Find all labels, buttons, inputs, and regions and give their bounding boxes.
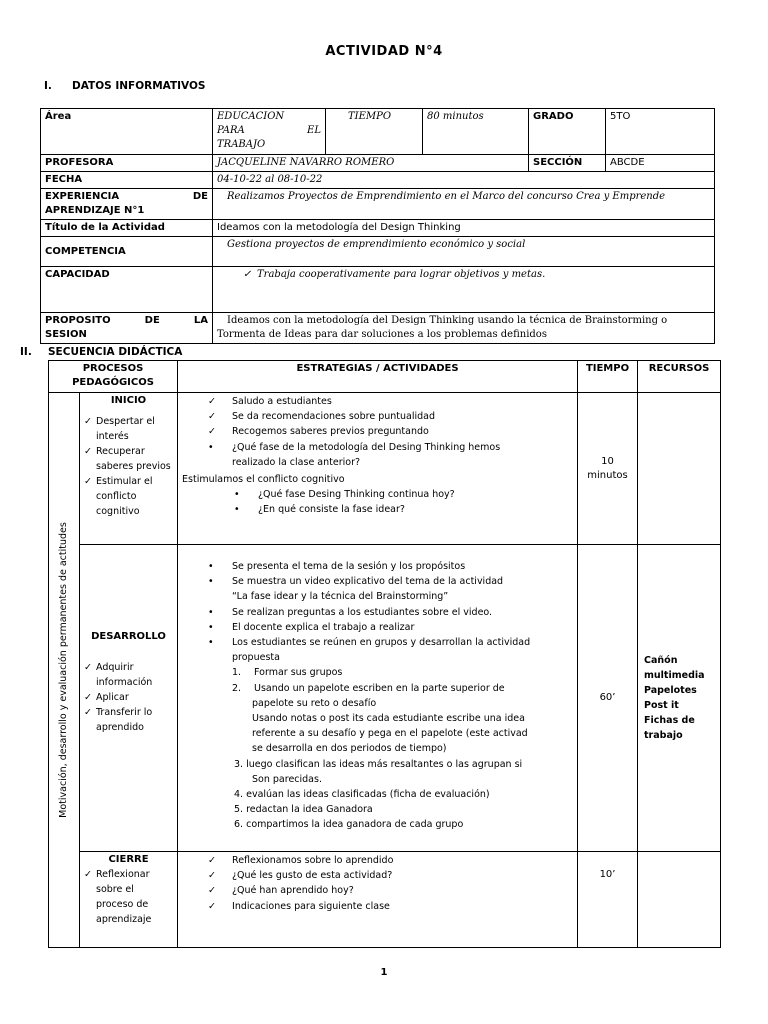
check-icon: ✓ <box>208 900 216 912</box>
step2-line: papelote su reto o desafío <box>252 697 377 709</box>
activity-line: • Los estudiantes se reúnen en grupos y desarrollan la actividad <box>182 635 573 650</box>
check-icon: ✓ <box>208 411 216 423</box>
step2-continuation <box>182 696 573 757</box>
header-procesos: PROCESOS PEDAGÓGICOS <box>49 361 178 393</box>
recurso-item: Post it <box>644 700 679 711</box>
activity-line: ✓ ¿Qué han aprendido hoy? <box>182 883 573 898</box>
step2-line: Usando notas o post its cada estudiante escribe una idea <box>252 713 525 725</box>
titulo-label: Título de la Actividad <box>41 220 213 237</box>
desarrollo-acts <box>182 559 573 665</box>
cierre-title: CIERRE <box>108 854 149 865</box>
activity-line: ✓ Reflexionamos sobre lo aprendido <box>182 853 573 868</box>
conflict-intro: Estimulamos el conflicto cognitivo <box>182 474 345 486</box>
tiempo-label: TIEMPO <box>326 109 423 155</box>
recurso-item: Cañón <box>644 655 678 666</box>
process-item: ✓ Adquirir información <box>84 660 173 690</box>
step3-line1: 3. luego clasifican las ideas más resaltantes o las agrupan si <box>234 758 523 770</box>
bullet-icon: • <box>234 489 240 501</box>
activity-line: ✓ Saludo a estudiantes <box>182 394 573 409</box>
check-icon: ✓ <box>208 885 216 897</box>
fecha-value: 04-10-22 al 08-10-22 <box>213 172 715 189</box>
activity-line: • Se realizan preguntas a los estudiantes sobre el video. <box>182 605 573 620</box>
desarrollo-activities <box>178 545 578 852</box>
competencia-value: Gestiona proyectos de emprendimiento económico y social <box>213 237 715 267</box>
seccion-value: ABCDE <box>606 155 715 172</box>
recurso-item: Fichas de <box>644 715 695 726</box>
activity-line: “La fase idear y la técnica del Brainstorming” <box>232 591 449 603</box>
experiencia-value: Realizamos Proyectos de Emprendimiento en el Marco del concurso Crea y Emprende <box>213 189 715 220</box>
cierre-recursos <box>638 852 721 948</box>
cierre-process <box>80 852 178 948</box>
bullet-icon: • <box>208 561 214 572</box>
competencia-label: COMPETENCIA <box>41 237 213 267</box>
inicio-title: INICIO <box>110 395 147 406</box>
cierre-time: 10’ <box>578 852 638 948</box>
conflict-item: • ¿Qué fase Desing Thinking continua hoy? <box>182 487 573 502</box>
cierre-activities <box>178 852 578 948</box>
step6: 6. compartimos la idea ganadora de cada grupo <box>234 819 464 831</box>
step2-line: referente a su desafío y pega en el papelote (este activad <box>252 728 528 740</box>
activity-line: • ¿Qué fase de la metodología del Desing Thinking hemos <box>182 440 573 455</box>
info-table <box>40 108 715 344</box>
activity-line: propuesta <box>232 652 280 664</box>
bullet-icon: • <box>208 441 214 453</box>
activity-line: ✓ Se da recomendaciones sobre puntualidad <box>182 409 573 424</box>
process-item: ✓ Recuperar saberes previos <box>84 444 173 474</box>
desarrollo-process <box>80 545 178 852</box>
process-item: ✓ Aplicar <box>84 690 173 705</box>
check-icon: ✓ <box>243 269 252 280</box>
process-item: ✓ Transferir lo aprendido <box>84 705 173 735</box>
desarrollo-title: DESARROLLO <box>91 631 166 642</box>
desarrollo-recursos <box>638 545 721 852</box>
cierre-acts <box>182 853 573 914</box>
numbered-step: 2. Usando un papelote escriben en la parte superior de <box>232 682 505 694</box>
check-icon: ✓ <box>208 855 216 866</box>
inicio-acts <box>182 394 573 470</box>
inicio-recursos <box>638 393 721 545</box>
header-recursos: RECURSOS <box>638 361 721 393</box>
bullet-icon: • <box>234 504 240 516</box>
process-item: ✓ Despertar el interés <box>84 414 173 444</box>
bullet-icon: • <box>208 576 214 588</box>
activity-line: • El docente explica el trabajo a realizar <box>182 620 573 635</box>
bullet-icon: • <box>208 637 214 649</box>
grado-value: 5TO <box>606 109 715 155</box>
page-number: 1 <box>380 967 388 978</box>
process-item: ✓ Estimular el conflicto cognitivo <box>84 474 173 519</box>
recurso-item: trabajo <box>644 730 683 741</box>
inicio-process <box>80 393 178 545</box>
section-heading-2: II. SECUENCIA DIDÁCTICA <box>20 346 183 358</box>
desarrollo-items <box>84 660 173 735</box>
activity-line: • Se muestra un video explicativo del tema de la actividad <box>182 574 573 589</box>
check-icon: ✓ <box>208 426 216 438</box>
bullet-icon: • <box>208 621 214 633</box>
document-title: ACTIVIDAD N°4 <box>325 44 443 59</box>
inicio-time: 10 minutos <box>578 393 638 545</box>
section-heading-1: I. DATOS INFORMATIVOS <box>44 80 206 92</box>
profesora-label: PROFESORA <box>41 155 213 172</box>
numbered-step: 1. Formar sus grupos <box>232 667 343 679</box>
step3-line2: Son parecidas. <box>252 773 322 785</box>
vertical-label: Motivación, desarrollo y evaluación permanentes de actitudes <box>58 522 69 818</box>
check-icon: ✓ <box>208 870 216 882</box>
header-estrategias: ESTRATEGIAS / ACTIVIDADES <box>178 361 578 393</box>
recurso-item: multimedia <box>644 670 705 681</box>
activity-line: ✓ Indicaciones para siguiente clase <box>182 899 573 914</box>
process-item: ✓ Reflexionar sobre el proceso de aprendizaje <box>84 867 173 927</box>
tiempo-value: 80 minutos <box>423 109 529 155</box>
seccion-label: SECCIÓN <box>529 155 606 172</box>
check-icon: ✓ <box>208 396 216 407</box>
profesora-value: JACQUELINE NAVARRO ROMERO <box>213 155 529 172</box>
area-value: EDUCACION PARA EL TRABAJO <box>213 109 326 155</box>
inicio-items <box>84 414 173 519</box>
inicio-activities <box>178 393 578 545</box>
titulo-value: Ideamos con la metodología del Design Thinking <box>213 220 715 237</box>
proposito-value: Ideamos con la metodología del Design Thinking usando la técnica de Brainstorming o Tormenta de Ideas para dar soluciones a los problemas definidos <box>213 313 715 344</box>
activity-line: ✓ ¿Qué les gusto de esta actividad? <box>182 868 573 883</box>
conflict-item: • ¿En qué consiste la fase idear? <box>182 502 573 517</box>
fecha-label: FECHA <box>41 172 213 189</box>
cierre-items <box>84 867 173 927</box>
sequence-table <box>48 360 721 948</box>
step2-line: se desarrolla en dos periodos de tiempo) <box>252 743 447 755</box>
capacidad-value: ✓ Trabaja cooperativamente para lograr objetivos y metas. <box>213 267 715 313</box>
bullet-icon: • <box>208 606 214 618</box>
step4: 4. evalúan las ideas clasificadas (ficha de evaluación) <box>234 789 490 801</box>
proposito-label: PROPOSITO DE LA SESION <box>41 313 213 344</box>
vertical-label-cell <box>49 393 80 948</box>
header-tiempo: TIEMPO <box>578 361 638 393</box>
step5: 5. redactan la idea Ganadora <box>234 804 373 816</box>
desarrollo-steps <box>182 665 573 695</box>
experiencia-label: EXPERIENCIA DE APRENDIZAJE N°1 <box>41 189 213 220</box>
recurso-item: Papelotes <box>644 685 697 696</box>
capacidad-label: CAPACIDAD <box>41 267 213 313</box>
desarrollo-time: 60’ <box>578 545 638 852</box>
inicio-conflict-list <box>182 487 573 517</box>
area-label: Área <box>41 109 213 155</box>
activity-line: • Se presenta el tema de la sesión y los propósitos <box>182 559 573 574</box>
activity-line: ✓ Recogemos saberes previos preguntando <box>182 424 573 439</box>
grado-label: GRADO <box>529 109 606 155</box>
activity-line: realizado la clase anterior? <box>232 456 361 468</box>
